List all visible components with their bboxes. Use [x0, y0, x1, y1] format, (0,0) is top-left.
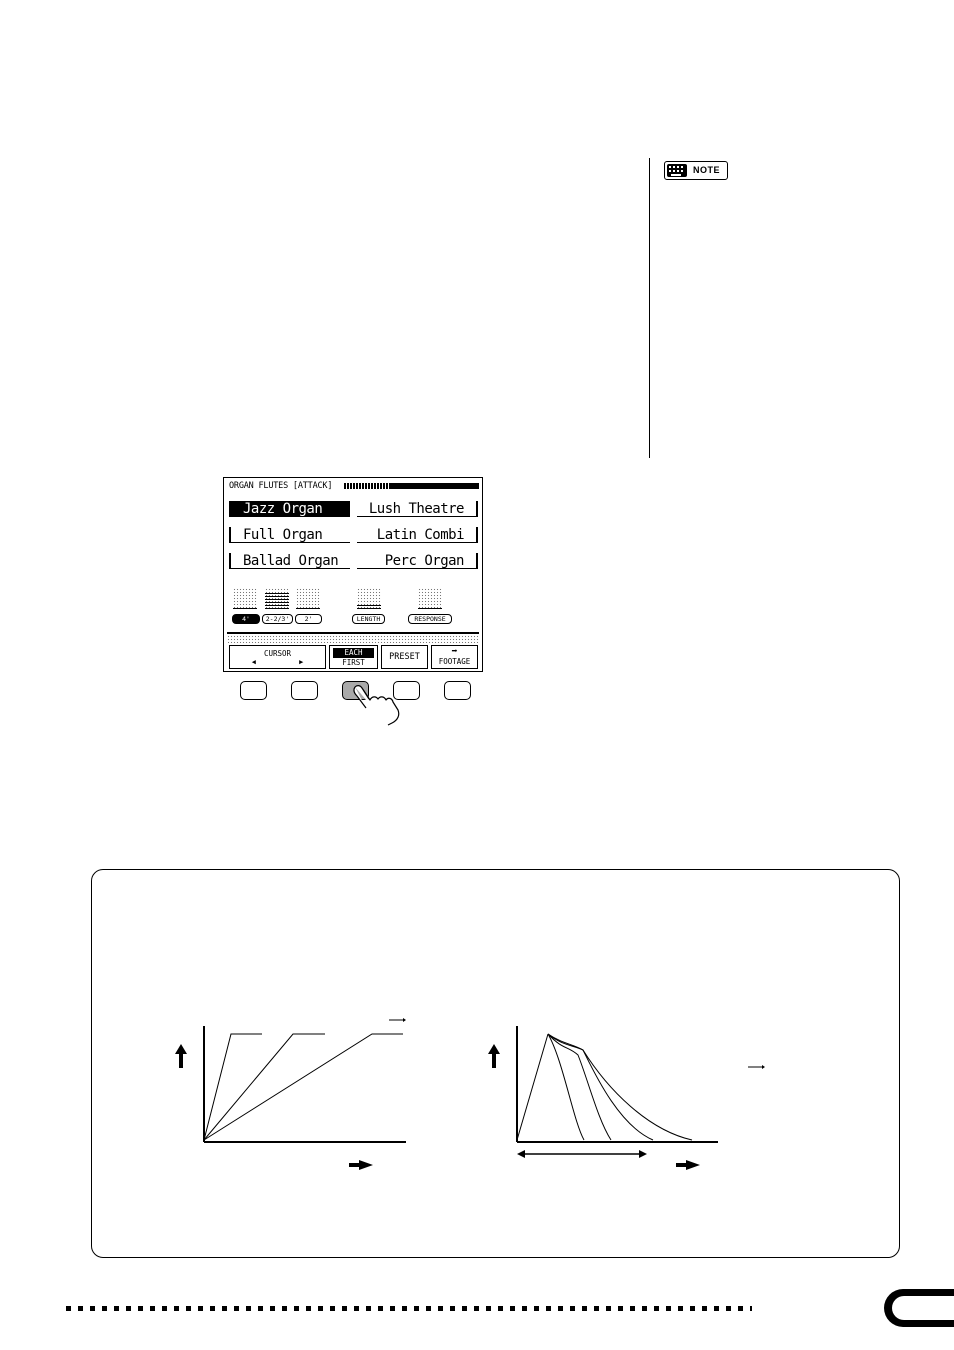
decay-curve-1	[548, 1034, 584, 1140]
up-arrow-icon	[488, 1044, 500, 1068]
meter-label-length[interactable]: LENGTH	[352, 614, 385, 624]
lcd-display	[223, 477, 483, 672]
meter-length	[357, 588, 381, 610]
each-first-function-button[interactable]	[329, 645, 378, 669]
keyboard-icon	[667, 164, 687, 177]
meter-level-bar	[357, 605, 381, 606]
voice-lush-theatre[interactable]: Lush Theatre	[357, 501, 478, 517]
meter-level-bar	[265, 599, 289, 600]
meter-label-2ft[interactable]: 2'	[295, 614, 322, 624]
meter-4ft	[233, 588, 257, 610]
attack-response-diagram	[165, 1010, 425, 1180]
decay-curve-3	[548, 1034, 653, 1140]
attack-line	[517, 1034, 548, 1140]
voice-latin-combi[interactable]: Latin Combi	[357, 527, 478, 543]
each-label: EACH	[333, 648, 374, 657]
meter-2-2-3ft	[265, 588, 289, 610]
voice-full-organ[interactable]: Full Organ	[229, 527, 350, 543]
footage-label: FOOTAGE	[438, 657, 471, 666]
medium-attack-curve	[204, 1034, 325, 1140]
meter-level-bar	[418, 608, 442, 609]
span-left-arrowhead	[517, 1150, 525, 1158]
meter-level-bar	[265, 596, 289, 597]
note-divider-rule	[649, 158, 650, 458]
pressing-hand-icon	[350, 684, 425, 726]
cursor-function-button[interactable]	[229, 645, 326, 669]
lcd-dot-band	[227, 635, 479, 643]
preset-function-button[interactable]: PRESET	[381, 645, 428, 669]
meter-response	[418, 588, 442, 610]
first-label: FIRST	[333, 657, 374, 668]
meter-level-bar	[357, 608, 381, 609]
span-right-arrowhead	[639, 1150, 647, 1158]
meter-level-bar	[265, 608, 289, 609]
meter-label-4ft[interactable]: 4'	[232, 614, 260, 624]
right-arrow-icon: ➡	[451, 646, 458, 657]
hardware-button-2[interactable]	[291, 681, 318, 700]
voice-ballad-organ[interactable]: Ballad Organ	[229, 553, 350, 569]
lcd-title: ORGAN FLUTES [ATTACK]	[229, 481, 333, 491]
cursor-right-icon: ▶	[299, 658, 304, 666]
meter-2ft	[296, 588, 320, 610]
page-number-tab	[884, 1289, 954, 1327]
meter-level-bar	[265, 602, 289, 603]
footage-function-button[interactable]	[431, 645, 478, 669]
hardware-button-1[interactable]	[240, 681, 267, 700]
voice-jazz-organ[interactable]: Jazz Organ	[229, 501, 350, 517]
hardware-button-5[interactable]	[444, 681, 471, 700]
cursor-left-icon: ◀	[251, 658, 256, 666]
note-label: NOTE	[693, 165, 721, 175]
note-badge	[664, 161, 728, 180]
meter-level-bar	[265, 593, 289, 594]
meter-level-bar	[265, 605, 289, 606]
right-arrow-icon	[349, 1160, 373, 1170]
cursor-label: CURSOR	[263, 649, 292, 658]
fast-attack-curve	[204, 1034, 262, 1140]
small-right-arrow-icon	[762, 1065, 765, 1069]
voice-perc-organ[interactable]: Perc Organ	[357, 553, 478, 569]
lcd-title-bar	[389, 483, 479, 489]
meter-label-2-2-3ft[interactable]: 2-2/3'	[262, 614, 293, 624]
meter-level-bar	[296, 608, 320, 609]
decay-curve-2	[548, 1034, 611, 1140]
meter-level-bar	[233, 608, 257, 609]
footer-dotted-rule	[66, 1306, 752, 1311]
meter-label-response[interactable]: RESPONSE	[408, 614, 452, 624]
up-arrow-icon	[175, 1044, 187, 1068]
lcd-separator	[227, 632, 479, 634]
slow-attack-curve	[204, 1034, 403, 1140]
right-arrow-icon	[676, 1160, 700, 1170]
small-right-arrow-icon	[403, 1018, 406, 1022]
length-decay-diagram	[478, 1010, 778, 1180]
